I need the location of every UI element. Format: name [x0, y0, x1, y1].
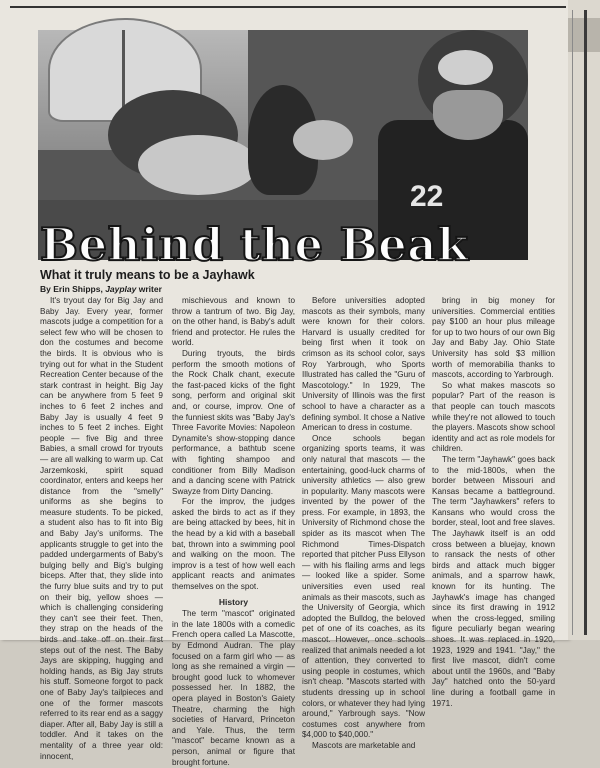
paragraph: The term "mascot" originated in the late 1800s with a comedic French opera called La Mascotte, by Edmond Audran. The play focused on a farm girl who — as long as she remained a virgin — brought good luck to whomever possessed her. In 1882, the opera played in Boston's Gaiety Theatre, charming the high societies of Harvard, Princeton and Yale. Thus, the term "mascot" became known as a person, animal or figure that brought fortune.: [172, 609, 295, 767]
column-1: [40, 296, 163, 762]
top-rule: [10, 6, 566, 8]
byline-publication: Jayplay: [105, 284, 137, 294]
page-edge-rule-thin: [572, 10, 573, 635]
column-2: [172, 296, 295, 768]
byline-suffix: writer: [136, 284, 162, 294]
subhead: What it truly means to be a Jayhawk: [40, 268, 255, 282]
page-edge-rule: [584, 10, 587, 635]
paragraph: bring in big money for universities. Commercial entities pay $100 an hour plus mileage for up to two hours of our own Big Jay and Baby Jay. Ohio State University has sold $3 million worth of memorabilia thanks to mascots, according to Yarbrough.: [432, 296, 555, 380]
paragraph: Once schools began organizing sports teams, it was only natural that mascots — the entertaining, good-luck charms of university athletics — also grew in popularity. Many mascots were invented by the power of the press. For example, in 1893, the University of Richmond chose the spider as its mascot when The Richmond Times-Dispatch reported that pitcher Puss Ellyson — with his flailing arms and legs — looked like a spider. Some universities even used real animals as their mascots, such as the University of Georgia, which adopted the Bulldog, the beloved pet of one of its coaches, as its mascot. However, once schools realized that animals needed a lot of attention, they converted to using people in costumes, which isn't cheap. "Mascots started with students dressing up in school colors, or whatever they had lying around," Yarbrough says. "Now costumes cost anywhere from $4,000 to $40,000.": [302, 433, 425, 740]
paragraph: The term "Jayhawk" goes back to the mid-1800s, when the border between Missouri and Kansas became a battleground. The term "Jayhawkers" refers to Kansans who would cross the border, steal, loot and free slaves. The Jayhawk itself is an odd cross between a bluejay, known to ransack the nests of other birds and attack much bigger animals, and a sparrow hawk, known for its hunting. The Jayhawk's image has changed since its first drawing in 1912 when the cross-legged, smiling figure peculiarly began wearing shoes. It was replaced in 1920, 1923, 1929 and 1941. "Jay," the first live mascot, didn't come about until the 1960s, and "Baby Jay" hatched onto the 50-yard line during a football game in 1971.: [432, 454, 555, 708]
paragraph: Mascots are marketable and: [312, 740, 416, 750]
column-3: [302, 296, 425, 752]
jersey-number: 22: [410, 180, 444, 213]
mascot-beak: [293, 120, 353, 160]
adjacent-page-edge: [568, 0, 600, 640]
byline: [40, 284, 162, 294]
byline-prefix: By Erin Shipps,: [40, 284, 106, 294]
paragraph: Before universities adopted mascots as their symbols, many were known for their colors. Harvard is usually credited for being first when it took on crimson as its school color, says Roy Yarbrough, who Sports Illustrated has called the "Guru of Mascotology." In 1929, The University of Illinois was the first school to have a character as a defining symbol. It chose a Native American to dress in costume.: [302, 296, 425, 433]
paragraph: For the improv, the judges asked the birds to act as if they are being attacked by bees, hit in the head by a kid with a baseball bat, thrown into a swimming pool and walking on the moon. The improv is a test of how well each applicant reacts and animates themselves on the spot.: [172, 497, 295, 592]
column-4: [432, 296, 555, 709]
paragraph: During tryouts, the birds perform the smooth motions of the Rock Chalk chant, execute the fast-paced kicks of the fight song, perform and original skit and, or course, improv. One of the funniest skits was "Baby Jay's Three Favorite Movies: Napoleon Dynamite's show-stopping dance performance, a bathtub scene with fighting shampoo and conditioner from Billy Madison and a dancing scene with Patrick Swayze from Dirty Dancing.: [172, 348, 295, 496]
headline: Behind the Beak: [40, 218, 469, 271]
big-jay-eyes: [438, 50, 493, 85]
paragraph: mischievous and known to throw a tantrum of two. Big Jay, on the other hand, is Baby's adult friend and protector. He rules the world.: [172, 296, 295, 348]
section-heading-history: History: [218, 596, 249, 607]
baby-jay-beak: [138, 135, 258, 195]
paragraph: It's tryout day for Big Jay and Baby Jay. Every year, former mascots judge a competition for a select few who will be chosen to don the costumes and become the birds. It is obvious who is trying out for what in the Student Recreation Center because of the stark contrast in height. Big Jay can be anywhere from 5 feet 9 inches to 6 feet 2 inches and Baby Jay is usually 4 feet 9 inches to 5 feet 2 inches. Eight people — five Big and three Babies, a small crowd for tryouts — are all walking to warm up. Cat Jarzemkoski, spirit squad coordinator, enters and keeps her distance from the "smelly" uniforms as she begins to measure students. To be picked, a student also has to fit into Big and Baby Jay's uniforms. The applicants struggle to get into the padded undergarments of Baby's bulging belly and Big's bulging biceps. After that, they slide into the furry blue suits and try to put on their big, yellow shoes — which is challenging considering they can't see their feet. Then, they strap on the heads of the birds and take off on their first steps out of the nest. The Baby Jays are skipping, hugging and holding hands, as Big Jay struts his stuff. Someone forgot to pack one of Baby Jay's tailpieces and one of the former mascots referred to its rear end as a saggy diaper. After all, Baby Jay is still a toddler. And it takes on the mentality of a three year old: innocent,: [40, 296, 163, 761]
paragraph: So what makes mascots so popular? Part of the reason is that people can touch mascots while they're not allowed to touch the players. Mascots show school identity and act as role models for children.: [432, 380, 555, 454]
big-jay-beak: [433, 90, 503, 140]
